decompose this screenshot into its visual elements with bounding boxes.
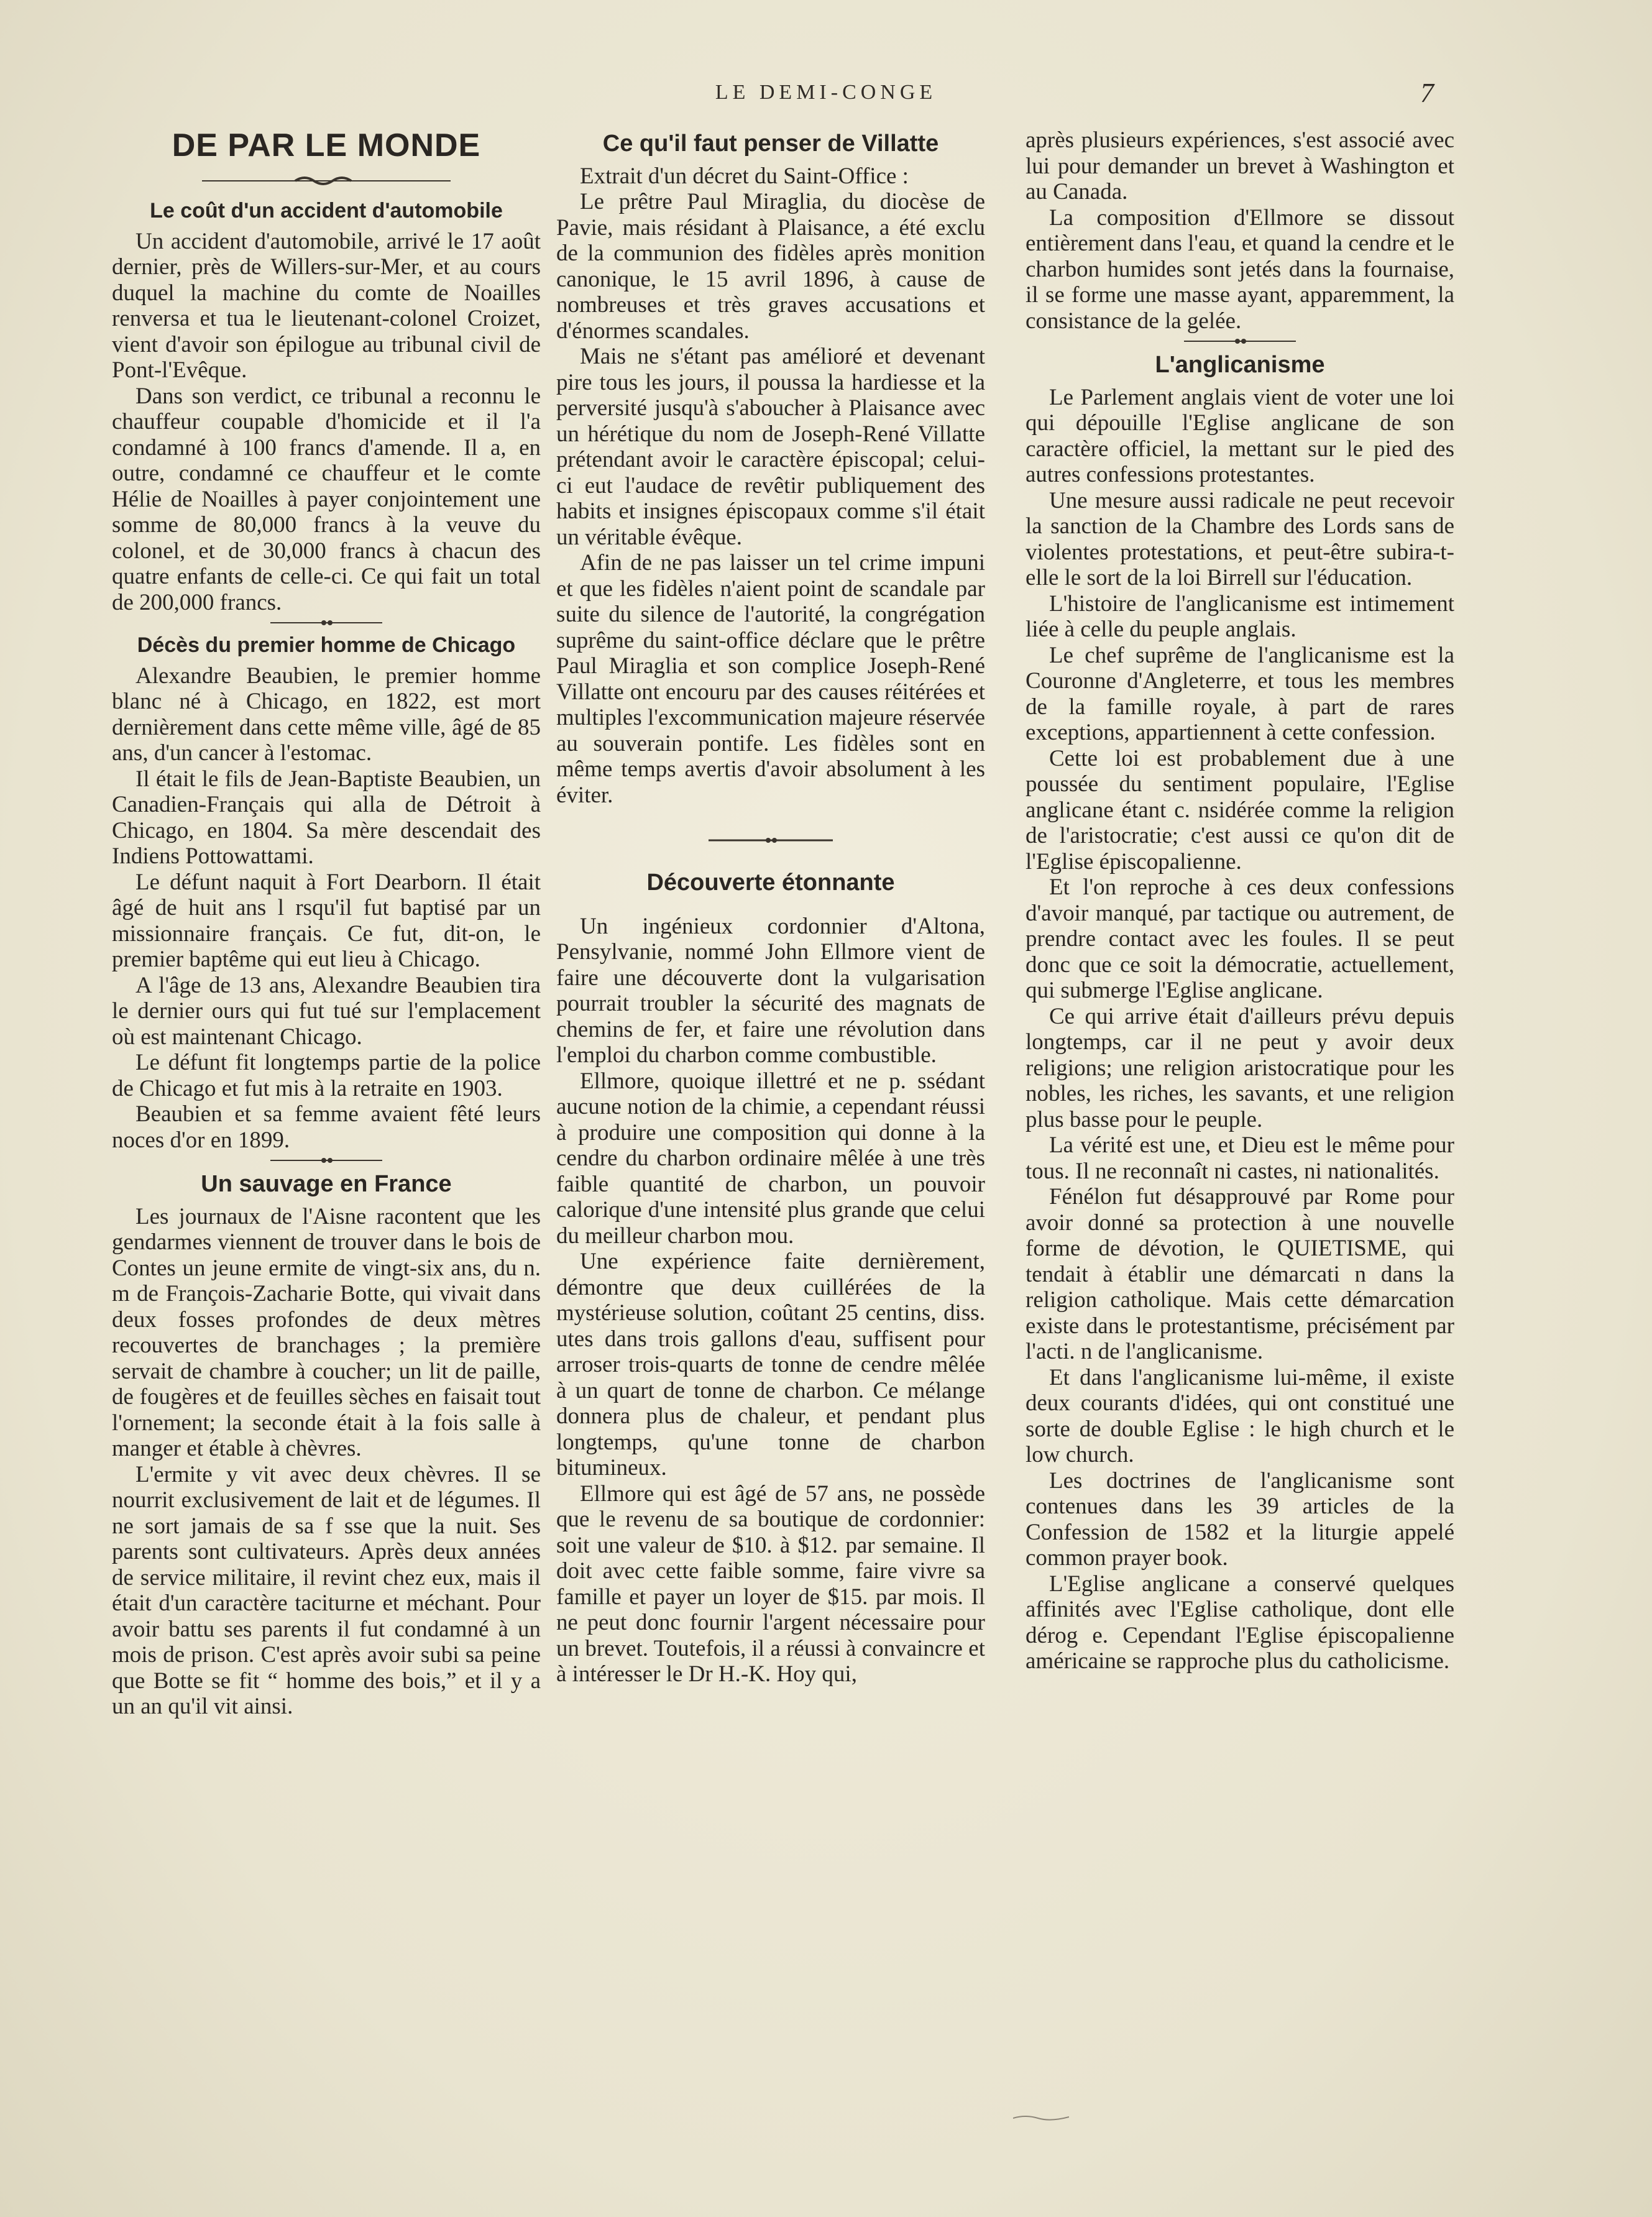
article-paragraph: Extrait d'un décret du Saint-Office : — [580, 163, 909, 189]
article-paragraph: Un accident d'automobile, arrivé le 17 août dernier, près de Willers-sur-Mer, et au cours duquel la machine du comte de Noailles renversa et tua le lieutenant-colonel Croizet, vient d'avoir son épilogue au tribunal civil de Pont-l'Evêque. — [112, 228, 541, 383]
article-paragraph: Fénélon fut désapprouvé par Rome pour avoir donné sa protection à une nouvelle forme de dévotion, le QUIETISME, qui tendait à établir une démarcati n dans la religion catholique. Mais cette démarcation existe dans le protestantisme, précisément par l'acti. n de l'anglicanisme. — [1026, 1184, 1454, 1365]
article-heading-villatte: Ce qu'il faut penser de Villatte — [602, 131, 939, 157]
article-paragraph: Ellmore, quoique illettré et ne p. ssédant aucune notion de la chimie, a cependant réussi à produire une composition qui donne à la cendre du charbon ordinaire mêlée à une très faible quantité de charbon, un pouvoir calorique d'une intensité plus grande que celui du meilleur charbon mou. — [556, 1068, 985, 1249]
article-paragraph: A l'âge de 13 ans, Alexandre Beaubien tira le dernier ours qui fut tué sur l'emplacement où est maintenant Chicago. — [112, 972, 541, 1050]
article-paragraph: Une mesure aussi radicale ne peut recevoir la sanction de la Chambre des Lords sans de violentes protestations, et peut-être subira-t-elle le sort de la loi Birrell sur l'éducation. — [1026, 487, 1454, 591]
article-paragraph: Le défunt naquit à Fort Dearborn. Il était âgé de huit ans l rsqu'il fut baptisé par un missionnaire français. Ce fut, dit-on, le premier baptême qui eut lieu à Chicago. — [112, 869, 541, 973]
section-separator — [112, 617, 541, 630]
article-paragraph: Un ingénieux cordonnier d'Altona, Pensylvanie, nommé John Ellmore vient de faire une découverte dont la vulgarisation pourrait troubler la sécurité des magnats de chemins de fer, et faire une révolution dans l'emploi du charbon comme combustible. — [556, 913, 985, 1068]
article-heading-automobile: Le coût d'un accident d'automobile — [150, 198, 503, 223]
column-1 — [112, 127, 541, 1720]
article-paragraph: La vérité est une, et Dieu est le même pour tous. Il ne reconnaît ni castes, ni nationalités. — [1026, 1132, 1454, 1184]
column-3 — [1026, 127, 1454, 1674]
article-paragraph: Les doctrines de l'anglicanisme sont contenues dans les 39 articles de la Confession de 1582 et la liturgie appelé common prayer book. — [1026, 1467, 1454, 1571]
article-paragraph: Et l'on reproche à ces deux confessions d'avoir manqué, par tactique ou autrement, de prendre contact avec les foules. Il se peut donc que ce soit la démocratie, actuellement, qui submerge l'Eglise anglicane. — [1026, 874, 1454, 1004]
section-separator — [112, 1154, 541, 1168]
article-heading-anglicanisme: L'anglicanisme — [1155, 352, 1325, 378]
pencil-mark — [1013, 2113, 1069, 2125]
section-title: DE PAR LE MONDE — [172, 127, 481, 163]
article-paragraph: Les journaux de l'Aisne racontent que les gendarmes viennent de trouver dans le bois de Contes un jeune ermite de vingt-six ans, du n. m de François-Zacharie Botte, qui vivait dans deux fosses profondes de deux mètres recouvertes de branchages ; la première servait de chambre à coucher; un lit de paille, de fougères et de feuilles sèches en faisait tout l'ornement; la seconde était à la fois salle à manger et étable à chèvres. — [112, 1203, 541, 1462]
article-paragraph: Le prêtre Paul Miraglia, du diocèse de Pavie, mais résidant à Plaisance, a été exclu de la communion des fidèles après monition canonique, le 15 avril 1896, à cause de nombreuses et très graves accusations et d'énormes scandales. — [556, 189, 985, 344]
section-separator — [1026, 335, 1454, 349]
article-paragraph: Alexandre Beaubien, le premier homme blanc né à Chicago, en 1822, est mort dernièrement dans cette même ville, âgé de 85 ans, d'un cancer à l'estomac. — [112, 663, 541, 766]
article-paragraph: L'histoire de l'anglicanisme est intimement liée à celle du peuple anglais. — [1026, 590, 1454, 643]
page-number: 7 — [1420, 78, 1434, 108]
article-paragraph: Le chef suprême de l'anglicanisme est la Couronne d'Angleterre, et tous les membres de la famille royale, à part de rares exceptions, appartiennent à cette confession. — [1026, 642, 1454, 746]
article-paragraph: L'ermite y vit avec deux chèvres. Il se nourrit exclusivement de lait et de légumes. Il ne sort jamais de sa f sse que la nuit. Ses parents sont cultivateurs. Après deux années de service militaire, il revint chez eux, mais il était d'un caractère taciturne et méchant. Pour avoir battu ses parents il fut condamné à un mois de prison. C'est après avoir subi sa peine que Botte se fit “ homme des bois,” et il y a un an qu'il vit ainsi. — [112, 1461, 541, 1720]
article-continuation-paragraph: La composition d'Ellmore se dissout entièrement dans l'eau, et quand la cendre et le charbon humides sont jetés dans la fournaise, il se forme une masse ayant, apparemment, la consistance de la gelée. — [1026, 204, 1454, 334]
article-paragraph: Dans son verdict, ce tribunal a reconnu le chauffeur coupable d'homicide et il l'a condamné à 100 francs d'amende. Il a, en outre, condamné ce chauffeur et le comte Hélie de Noailles à payer conjointement une somme de 80,000 francs à la veuve du colonel, et de 30,000 francs à chacun des quatre enfants de celle-ci. Ce qui fait un total de 200,000 francs. — [112, 383, 541, 615]
article-paragraph: Ce qui arrive était d'ailleurs prévu depuis longtemps, car il ne peut y avoir deux religions; une religion aristocratique pour les nobles, les riches, les savants, et une religion plus basse pour le peuple. — [1026, 1003, 1454, 1132]
article-heading-decouverte: Découverte étonnante — [646, 870, 895, 896]
article-paragraph: Mais ne s'étant pas amélioré et devenant pire tous les jours, il poussa la hardiesse et la perversité jusqu'à s'aboucher à Plaisance avec un hérétique du nom de Joseph-René Villatte prétendant avoir le caractère épiscopal; celui-ci eut l'audace de revêtir publiquement des habits et insignes épiscopaux comme s'il était un véritable évêque. — [556, 344, 985, 550]
article-continuation-paragraph: après plusieurs expériences, s'est associé avec lui pour demander un brevet à Washington et au Canada. — [1026, 127, 1454, 204]
title-ornament-rule — [112, 173, 541, 192]
column-2 — [556, 127, 985, 1687]
section-separator — [556, 834, 985, 848]
article-paragraph: Le défunt fit longtemps partie de la police de Chicago et fut mis à la retraite en 1903. — [112, 1050, 541, 1101]
article-paragraph: Afin de ne pas laisser un tel crime impuni et que les fidèles n'aient point de scandale par suite du silence de l'autorité, la congrégation suprême du saint-office déclare que le prêtre Paul Miraglia et son complice Joseph-René Villatte ont encouru par des causes réitérées et multiples l'excommunication majeure réservée au souverain pontife. Les fidèles sont en même temps avertis d'avoir absolument à les éviter. — [556, 550, 985, 808]
article-paragraph: Ellmore qui est âgé de 57 ans, ne possède que le revenu de sa boutique de cordonnier: soit une valeur de $10. à $12. par semaine. Il doit avec cette faible somme, faire vivre sa famille et payer un loyer de $15. par mois. Il ne peut donc fournir l'argent nécessaire pour un brevet. Toutefois, il a réussi à convaincre et à intéresser le Dr H.-K. Hoy qui, — [556, 1480, 985, 1687]
page-header — [0, 78, 1652, 118]
article-paragraph: Et dans l'anglicanisme lui-même, il existe deux courants d'idées, qui ont constitué une sorte de double Eglise : le high church et le low church. — [1026, 1364, 1454, 1468]
article-paragraph: L'Eglise anglicane a conservé quelques affinités avec l'Eglise catholique, dont elle dérog e. Cependant l'Eglise épiscopalienne américaine se rapproche plus du catholicisme. — [1026, 1571, 1454, 1674]
article-paragraph: Une expérience faite dernièrement, démontre que deux cuillérées de la mystérieuse solution, coûtant 25 centins, diss. utes dans trois gallons d'eau, suffisent pour arroser trois-quarts de tonne de cendre mêlée à un quart de tonne de charbon. Ce mélange donnera plus de chaleur, et pendant plus longtemps, qu'une tonne de charbon bitumineux. — [556, 1249, 985, 1481]
article-heading-chicago: Décès du premier homme de Chicago — [137, 633, 516, 658]
running-title: LE DEMI-CONGE — [715, 81, 937, 104]
article-paragraph: Cette loi est probablement due à une poussée du sentiment populaire, l'Eglise anglicane étant c. nsidérée comme la religion de l'aristocratie; c'est aussi ce qu'on dit de l'Eglise épiscopalienne. — [1026, 745, 1454, 874]
article-heading-sauvage: Un sauvage en France — [201, 1171, 452, 1198]
article-paragraph: Le Parlement anglais vient de voter une loi qui dépouille l'Eglise anglicane de son caractère officiel, la mettant sur le pied des autres confessions protestantes. — [1026, 384, 1454, 488]
article-paragraph: Beaubien et sa femme avaient fêté leurs noces d'or en 1899. — [112, 1101, 541, 1153]
article-paragraph: Il était le fils de Jean-Baptiste Beaubien, un Canadien-Français qui alla de Détroit à Chicago, en 1804. Sa mère descendait des Indiens Pottowattami. — [112, 766, 541, 870]
